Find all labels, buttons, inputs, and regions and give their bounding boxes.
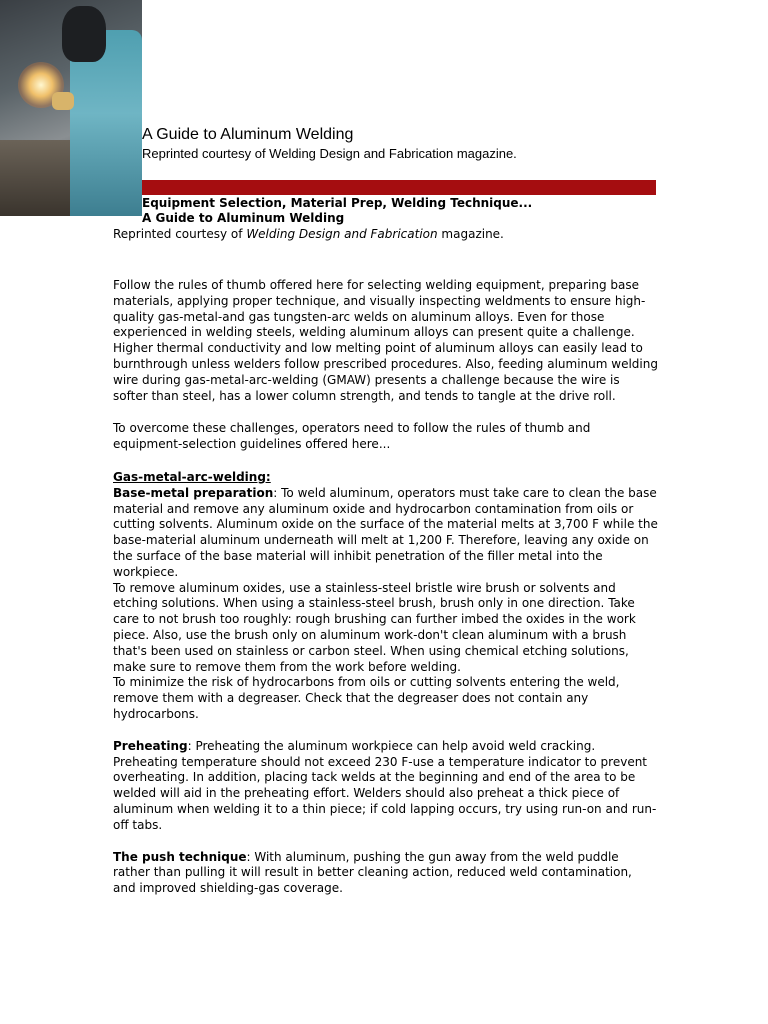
photo-workpiece	[0, 140, 80, 216]
photo-welding-helmet	[62, 6, 106, 62]
section-heading-gmaw: Gas-metal-arc-welding:	[113, 469, 271, 484]
paragraph-intro: Follow the rules of thumb offered here for selecting welding equipment, preparing base materials, applying proper technique, and visually inspecting weldments to ensure high-quality gas-metal-and gas tungsten-arc welds on aluminum alloys. Even for those experienced in welding steels, welding aluminum alloys can present quite a challenge. Higher thermal conductivity and low melting point of aluminum alloys can easily lead to burnthrough unless welders follow prescribed procedures. Also, feeding aluminum welding wire during gas-metal-arc-welding (GMAW) presents a challenge because the wire is softer than steel, has a lower column strength, and tends to tangle at the drive roll.	[113, 278, 658, 403]
intro-subheading: A Guide to Aluminum Welding	[142, 211, 345, 225]
credit-magazine-name: Welding Design and Fabrication	[246, 227, 438, 241]
paragraph-challenges: To overcome these challenges, operators need to follow the rules of thumb and equipment-selection guidelines offered here...	[113, 421, 591, 452]
preheat-label: Preheating	[113, 738, 188, 753]
paragraph-push-technique	[113, 850, 658, 897]
push-text: : With aluminum, pushing the gun away from the weld puddle rather than pulling it will result in better cleaning action, reduced weld contamination, and improved shielding-gas coverage.	[113, 849, 632, 896]
reprint-credit	[113, 227, 504, 241]
photo-glove	[52, 92, 74, 110]
paragraph-base-metal	[113, 486, 658, 723]
paragraph-preheating	[113, 739, 658, 834]
welder-photo	[0, 0, 142, 216]
page-title: A Guide to Aluminum Welding	[142, 126, 354, 143]
hydrocarbon-text: To minimize the risk of hydrocarbons from oils or cutting solvents entering the weld, remove them with a degreaser. Check that the degreaser does not contain any hydrocarbons.	[113, 675, 620, 721]
page-subtitle: Reprinted courtesy of Welding Design and Fabrication magazine.	[142, 146, 517, 161]
red-banner-divider	[142, 180, 656, 195]
oxide-removal-text: To remove aluminum oxides, use a stainless-steel bristle wire brush or solvents and etching solutions. When using a stainless-steel brush, brush only in one direction. Take care to not brush too roughly: rough brushing can further imbed the oxides in the work piece. Also, use the brush only on aluminum work-don't clean aluminum with a brush that's been used on stainless or carbon steel. When using chemical etching solutions, make sure to remove them from the work before welding.	[113, 580, 636, 674]
intro-heading: Equipment Selection, Material Prep, Welding Technique...	[142, 196, 533, 210]
credit-suffix: magazine.	[437, 227, 504, 241]
base-metal-label: Base-metal preparation	[113, 485, 274, 500]
base-metal-text: : To weld aluminum, operators must take care to clean the base material and remove any aluminum oxide and hydrocarbon contamination from oils or cutting solvents. Aluminum oxide on the surface of the material melts at 3,700 F while the base-material aluminum underneath will melt at 1,200 F. Therefore, leaving any oxide on the surface of the base material will inhibit penetration of the filler metal into the workpiece.	[113, 485, 658, 579]
preheat-text: : Preheating the aluminum workpiece can help avoid weld cracking. Preheating temperature should not exceed 230 F-use a temperature indicator to prevent overheating. In addition, placing tack welds at the beginning and end of the area to be welded will aid in the preheating effort. Welders should also preheat a thick piece of aluminum when welding it to a thin piece; if cold lapping occurs, try using run-on and run-off tabs.	[113, 738, 657, 832]
push-label: The push technique	[113, 849, 247, 864]
credit-prefix: Reprinted courtesy of	[113, 227, 247, 241]
article-body	[113, 278, 658, 913]
